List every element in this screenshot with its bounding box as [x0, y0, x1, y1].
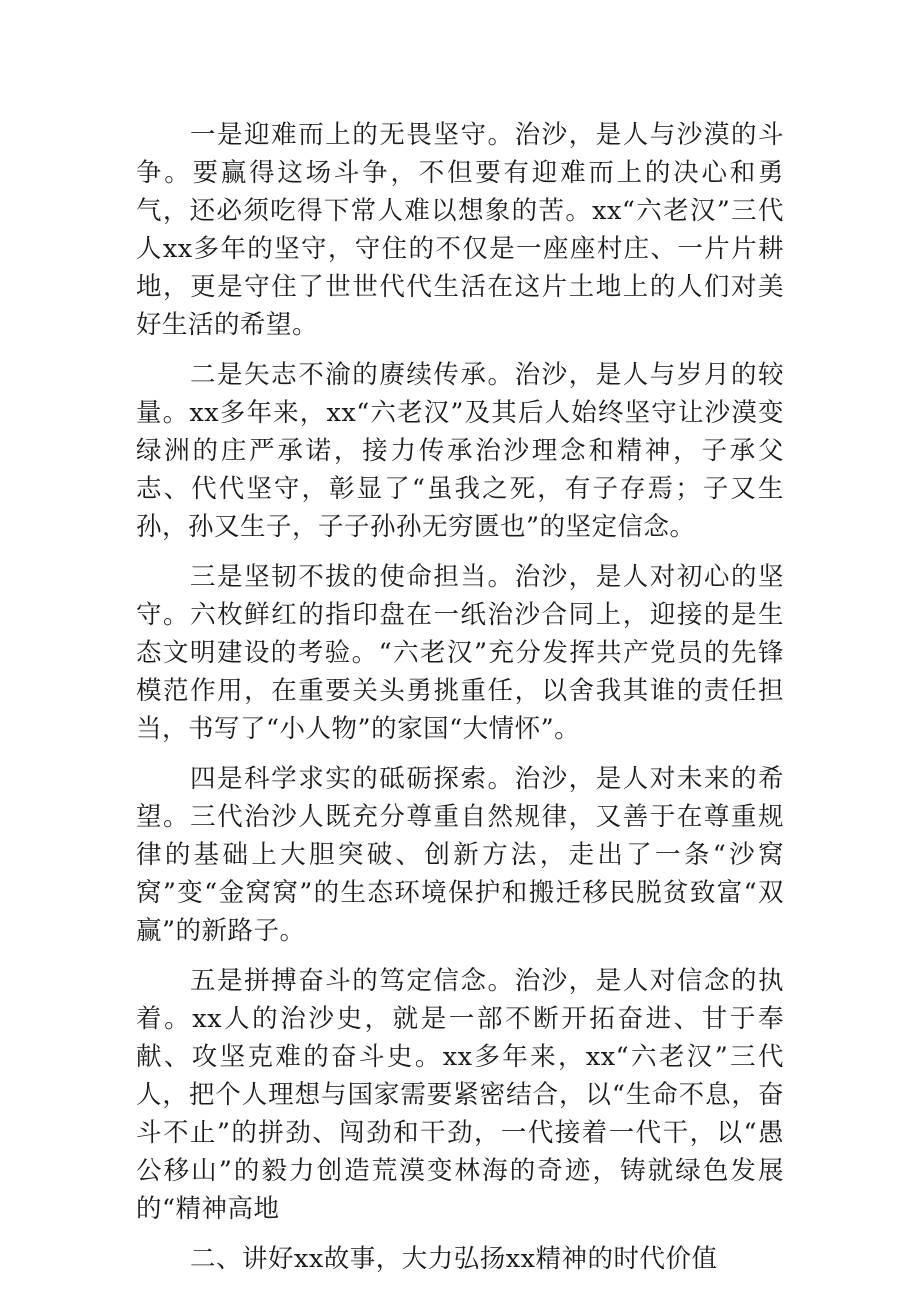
- paragraph-3: 三是坚韧不拔的使命担当。治沙，是人对初心的坚守。六枚鲜红的指印盘在一纸治沙合同上，迎接的是生态文明建设的考验。“六老汉”充分发挥共产党员的先锋模范作用，在重要关头勇挑重任，以舍我其谁的责任担当，书写了“小人物”的家国“大情怀”。: [136, 562, 784, 744]
- document-body: [136, 116, 784, 1278]
- paragraph-5: 五是拼搏奋斗的笃定信念。治沙，是人对信念的执着。xx人的治沙史，就是一部不断开拓奋进、甘于奉献、攻坚克难的奋斗史。xx多年来，xx“六老汉”三代人，把个人理想与国家需要紧密结合，以“生命不息，奋斗不止”的拼劲、闯劲和干劲，一代接着一代干，以“愚公移山”的毅力创造荒漠变林海的奇迹，铸就绿色发展的“精神高地: [136, 966, 784, 1224]
- paragraph-1: 一是迎难而上的无畏坚守。治沙，是人与沙漠的斗争。要赢得这场斗争，不但要有迎难而上的决心和勇气，还必须吃得下常人难以想象的苦。xx“六老汉”三代人xx多年的坚守，守住的不仅是一座座村庄、一片片耕地，更是守住了世世代代生活在这片土地上的人们对美好生活的希望。: [136, 120, 784, 340]
- paragraph-2: 二是矢志不渝的赓续传承。治沙，是人与岁月的较量。xx多年来，xx“六老汉”及其后人始终坚守让沙漠变绿洲的庄严承诺，接力传承治沙理念和精神，子承父志、代代坚守，彰显了“虽我之死，有子存焉；子又生孙，孙又生子，子子孙孙无穷匮也”的坚定信念。: [136, 360, 784, 542]
- section-heading: 二、讲好xx故事，大力弘扬xx精神的时代价值: [190, 1244, 718, 1274]
- paragraph-4: 四是科学求实的砥砺探索。治沙，是人对未来的希望。三代治沙人既充分尊重自然规律，又善于在尊重规律的基础上大胆突破、创新方法，走出了一条“沙窝窝”变“金窝窝”的生态环境保护和搬迁移民脱贫致富“双赢”的新路子。: [136, 764, 784, 946]
